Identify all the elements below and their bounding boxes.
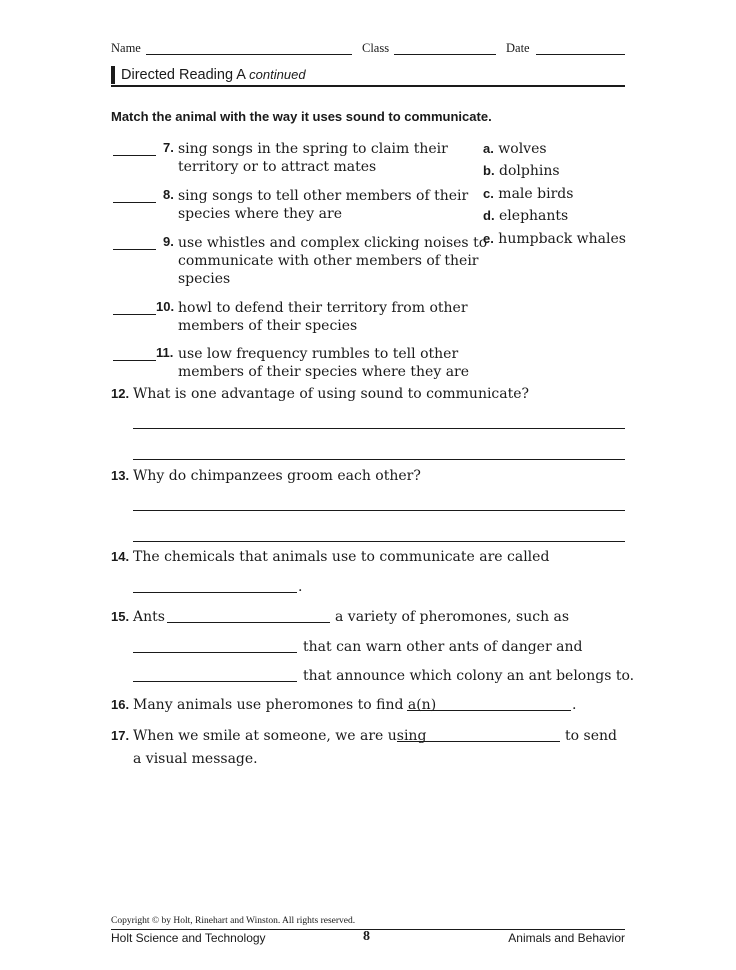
date-field[interactable]	[536, 54, 625, 55]
name-label: Name	[111, 41, 141, 55]
choice-text: humpback whales	[498, 231, 626, 247]
choice	[483, 230, 626, 248]
choice	[483, 207, 568, 225]
class-field[interactable]	[394, 54, 496, 55]
period: .	[298, 579, 303, 595]
item-number: 9.	[163, 234, 174, 249]
choice-letter: b.	[483, 163, 495, 178]
item-number: 8.	[163, 187, 174, 202]
choice-letter: a.	[483, 141, 494, 156]
choice-text: male birds	[498, 186, 574, 202]
period: .	[572, 697, 577, 713]
choice-letter: d.	[483, 208, 495, 223]
class-label: Class	[362, 41, 390, 55]
choice	[483, 140, 547, 158]
item-text: sing songs to tell other members of their	[178, 188, 469, 204]
question-text: When we smile at someone, we are using	[133, 728, 427, 744]
page-number: 8	[363, 929, 370, 944]
item-text: species where they are	[178, 206, 342, 222]
section-title-text: Directed Reading A	[121, 67, 246, 83]
choice-letter: c.	[483, 186, 494, 201]
copyright: Copyright © by Holt, Rinehart and Winston. All rights reserved.	[111, 916, 356, 926]
choice	[483, 185, 573, 203]
question-text: that announce which colony an ant belongs to.	[303, 668, 635, 684]
item-text: use low frequency rumbles to tell other	[178, 346, 459, 362]
answer-line[interactable]	[133, 459, 625, 460]
question-number: 15.	[111, 609, 130, 624]
fill-blank[interactable]	[133, 592, 297, 593]
item-number: 7.	[163, 140, 174, 155]
question-number: 16.	[111, 697, 130, 712]
fill-blank[interactable]	[167, 622, 330, 623]
answer-blank-8[interactable]	[113, 202, 156, 203]
footer-publisher: Holt Science and Technology	[111, 931, 266, 945]
question-text: Many animals use pheromones to find a(n)	[133, 697, 437, 713]
section-rule	[111, 85, 625, 87]
question-text: a variety of pheromones, such as	[335, 609, 570, 625]
date-label: Date	[506, 41, 530, 55]
answer-blank-9[interactable]	[113, 249, 156, 250]
section-title-suffix: continued	[249, 67, 306, 82]
item-text: members of their species	[178, 318, 358, 334]
choice-text: dolphins	[499, 163, 560, 179]
choice-text: elephants	[499, 208, 569, 224]
fill-blank[interactable]	[397, 741, 560, 742]
question-text: a visual message.	[133, 751, 258, 767]
item-number: 10.	[156, 299, 175, 314]
instructions: Match the animal with the way it uses sound to communicate.	[111, 109, 492, 124]
answer-line[interactable]	[133, 541, 625, 542]
name-field[interactable]	[146, 54, 352, 55]
fill-blank[interactable]	[407, 710, 571, 711]
answer-line[interactable]	[133, 428, 625, 429]
section-title	[121, 67, 306, 83]
fill-blank[interactable]	[133, 652, 297, 653]
item-text: communicate with other members of their	[178, 253, 479, 269]
question-text: Why do chimpanzees groom each other?	[133, 468, 421, 484]
choice-text: wolves	[498, 141, 547, 157]
fill-blank[interactable]	[133, 681, 297, 682]
question-text: What is one advantage of using sound to communicate?	[133, 386, 530, 402]
item-number: 11.	[156, 345, 174, 360]
answer-blank-10[interactable]	[113, 314, 156, 315]
choice	[483, 162, 560, 180]
question-number: 12.	[111, 386, 130, 401]
answer-blank-11[interactable]	[113, 360, 156, 361]
item-text: members of their species where they are	[178, 364, 470, 380]
question-text: Ants	[133, 609, 165, 625]
answer-blank-7[interactable]	[113, 155, 156, 156]
item-text: territory or to attract mates	[178, 159, 377, 175]
item-text: sing songs in the spring to claim their	[178, 141, 448, 157]
item-text: use whistles and complex clicking noises to	[178, 235, 488, 251]
question-text: that can warn other ants of danger and	[303, 639, 583, 655]
footer-title: Animals and Behavior	[508, 931, 625, 945]
question-number: 14.	[111, 549, 130, 564]
choice-letter: e.	[483, 231, 494, 246]
question-text: The chemicals that animals use to communicate are called	[133, 549, 550, 565]
item-text: species	[178, 271, 231, 287]
answer-line[interactable]	[133, 510, 625, 511]
section-marker	[111, 66, 115, 84]
item-text: howl to defend their territory from other	[178, 300, 468, 316]
question-number: 17.	[111, 728, 130, 743]
question-number: 13.	[111, 468, 130, 483]
question-text: to send	[565, 728, 617, 744]
